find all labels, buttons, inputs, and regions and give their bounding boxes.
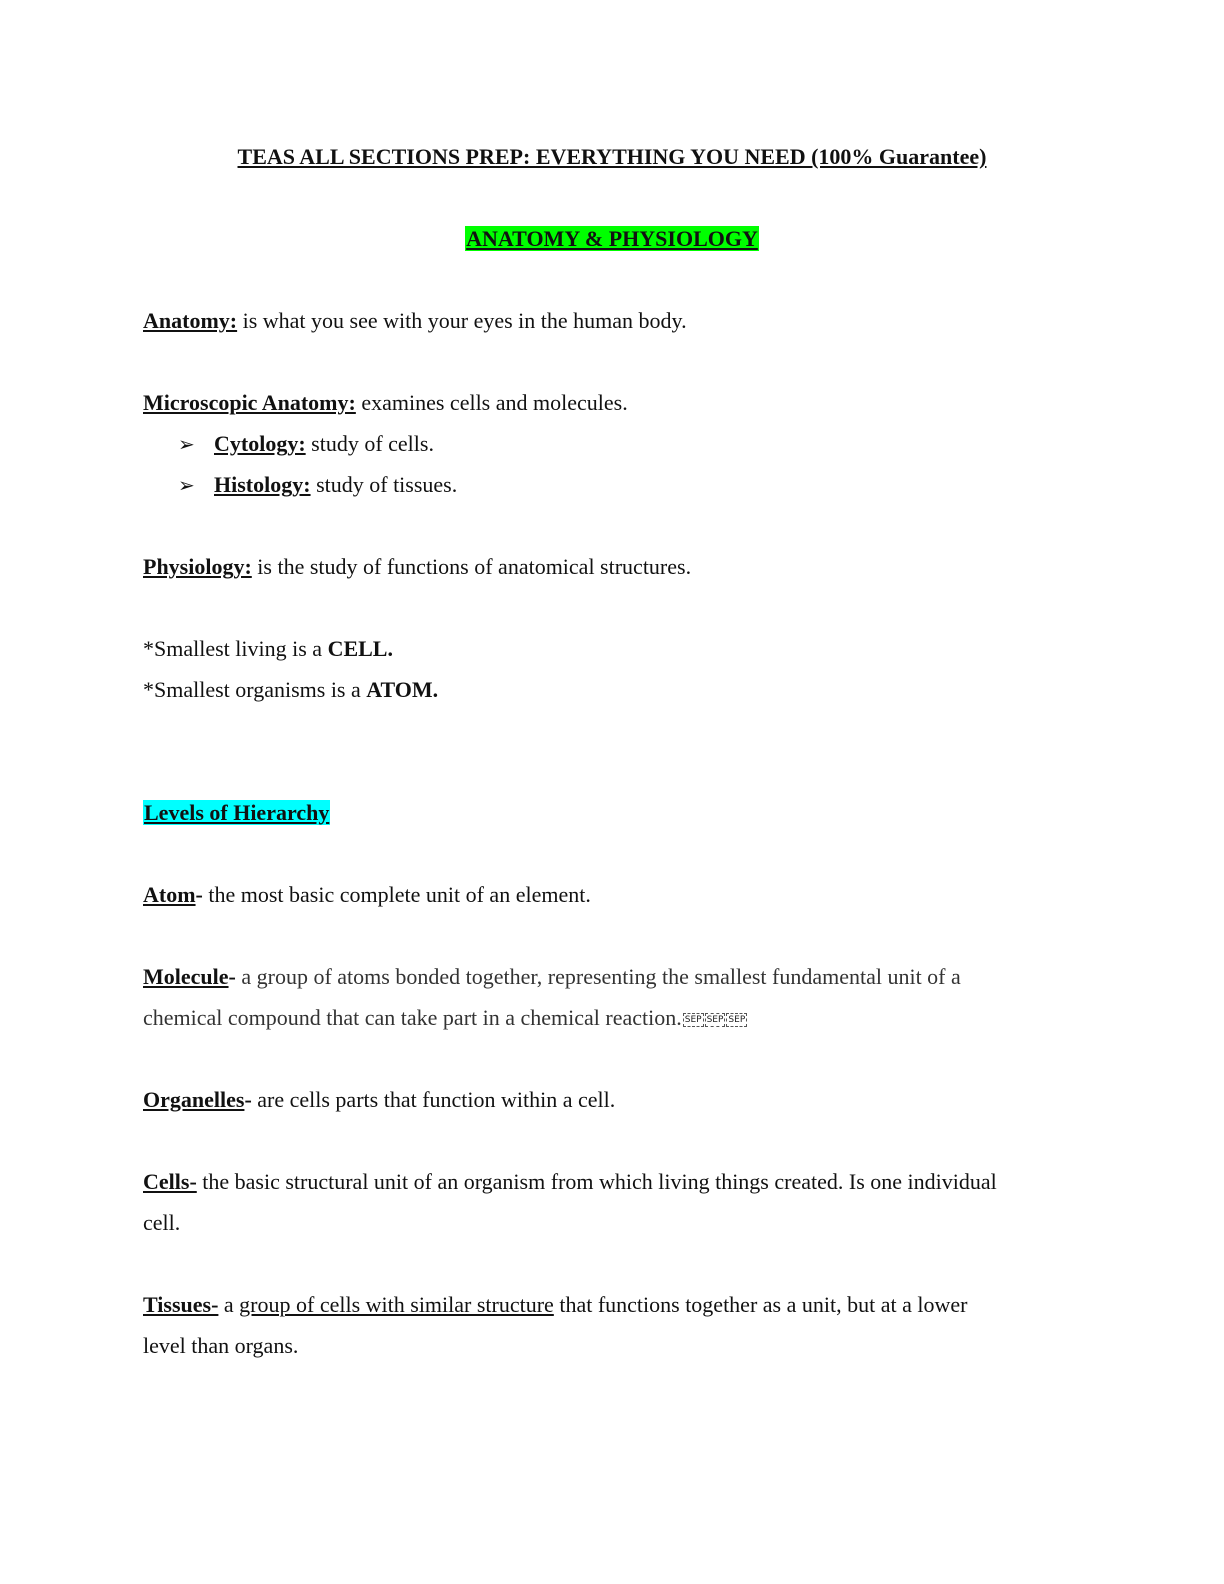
hierarchy-heading: Levels of Hierarchy	[144, 800, 330, 825]
anatomy-definition: Anatomy: is what you see with your eyes in the human body.	[143, 308, 687, 333]
tissues-definition-line-2: level than organs.	[143, 1333, 299, 1358]
physiology-definition: Physiology: is the study of functions of anatomical structures.	[143, 554, 692, 579]
molecule-definition-line-2: chemical compound that can take part in a chemical reaction. SEP SEP SEP	[143, 1005, 746, 1030]
sep-glyph: SEP	[684, 1014, 702, 1025]
section-heading: ANATOMY & PHYSIOLOGY	[466, 226, 758, 251]
document-title: TEAS ALL SECTIONS PREP: EVERYTHING YOU NEED (100% Guarantee)	[237, 144, 987, 169]
note-smallest-organisms: *Smallest organisms is a ATOM.	[143, 677, 439, 702]
sep-glyph: SEP	[706, 1014, 724, 1025]
molecule-definition-line-1: Molecule- a group of atoms bonded together, representing the smallest fundamental unit of a	[143, 964, 961, 989]
atom-definition: Atom- the most basic complete unit of an element.	[143, 882, 591, 907]
cytology-definition: Cytology: study of cells.	[214, 431, 434, 456]
histology-definition: Histology: study of tissues.	[214, 472, 458, 497]
bullet-arrow-icon: ➢	[178, 432, 195, 456]
sep-glyph: SEP	[728, 1014, 746, 1025]
organelles-definition: Organelles- are cells parts that function within a cell.	[143, 1087, 616, 1112]
bullet-arrow-icon: ➢	[178, 473, 195, 497]
note-smallest-living: *Smallest living is a CELL.	[143, 636, 393, 661]
microscopic-anatomy-definition: Microscopic Anatomy: examines cells and molecules.	[143, 390, 628, 415]
tissues-definition-line-1: Tissues- a group of cells with similar structure that functions together as a unit, but at a lower	[143, 1292, 968, 1317]
cells-definition-line-2: cell.	[143, 1210, 181, 1235]
cells-definition-line-1: Cells- the basic structural unit of an organism from which living things created. Is one individual	[143, 1169, 997, 1194]
